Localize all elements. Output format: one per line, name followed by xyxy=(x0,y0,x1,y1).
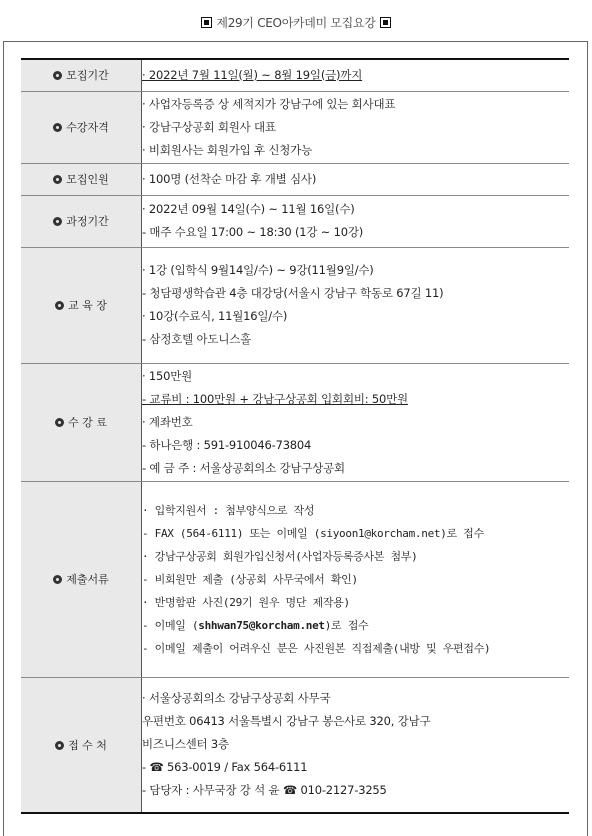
circle-bullet-icon xyxy=(53,71,62,80)
content-line: - FAX (564-6111) 또는 이메일 (siyoon1@korcham.net)로 접수 xyxy=(142,526,484,540)
row-label-text: 모집기간 xyxy=(66,69,109,83)
page-title xyxy=(0,14,592,31)
content-line: - 이메일 제출이 어려우신 분은 사진원본 직접제출(내방 및 우편접수) xyxy=(142,641,491,655)
content-line: · 1강 (입학식 9월14일/수) ~ 9강(11월9일/수) xyxy=(142,263,374,277)
content-line: · 강남구상공회 회원사 대표 xyxy=(142,119,276,134)
square-bullet-icon xyxy=(380,17,391,28)
circle-bullet-icon xyxy=(53,175,62,184)
row-content xyxy=(142,247,570,363)
row-content xyxy=(142,363,570,481)
content-text: - 이메일 ( xyxy=(142,618,199,632)
content-line xyxy=(142,614,569,637)
row-label xyxy=(21,59,142,91)
content-line: · 서울상공회의소 강남구상공회 사무국 xyxy=(142,691,331,706)
row-content xyxy=(142,59,570,91)
row-label xyxy=(21,91,142,163)
row-label xyxy=(21,163,142,195)
info-row xyxy=(21,363,569,481)
content-line: · 2022년 09월 14일(수) ~ 11월 16일(수) xyxy=(142,202,355,216)
content-line: - 예 금 주 : 서울상공회의소 강남구상공회 xyxy=(142,460,345,475)
email-address: shhwan75@korcham.net xyxy=(198,618,325,632)
content-line: · 10강(수료식, 11월16일/수) xyxy=(142,309,288,323)
content-line: · 강남구상공회 회원가입신청서(사업자등록증사본 첨부) xyxy=(142,549,418,563)
row-label xyxy=(21,677,142,813)
row-label xyxy=(21,363,142,481)
content-text: )로 접수 xyxy=(324,618,369,632)
content-line: · 2022년 7월 11일(월) ~ 8월 19일(금)까지 xyxy=(142,67,363,82)
content-line: · 입학지원서 : 첨부양식으로 작성 xyxy=(142,503,315,517)
row-label-text: 모집인원 xyxy=(66,173,109,186)
row-label-text: 교 육 장 xyxy=(68,299,107,312)
row-label-text: 과정기간 xyxy=(66,215,109,228)
row-label-text: 수 강 료 xyxy=(68,416,107,429)
content-line: · 100명 (선착순 마감 후 개별 심사) xyxy=(142,171,317,186)
circle-bullet-icon xyxy=(53,217,62,226)
row-label xyxy=(21,247,142,363)
content-line: 우편번호 06413 서울특별시 강남구 봉은사로 320, 강남구 xyxy=(142,714,431,729)
content-line: · 비회원사는 회원가입 후 신청가능 xyxy=(142,142,313,157)
circle-bullet-icon xyxy=(55,301,64,310)
content-line: · 반명함판 사진(29기 원우 명단 제작용) xyxy=(142,595,350,609)
row-label xyxy=(21,195,142,247)
row-content xyxy=(142,163,570,195)
circle-bullet-icon xyxy=(53,575,62,584)
recruitment-info-table xyxy=(21,58,569,814)
circle-bullet-icon xyxy=(55,741,64,750)
content-line: - 담당자 : 사무국장 강 석 윤 ☎ 010-2127-3255 xyxy=(142,783,387,798)
circle-bullet-icon xyxy=(55,418,64,427)
content-line: · 150만원 xyxy=(142,368,193,383)
row-label-text: 수강자격 xyxy=(66,121,109,134)
row-label-text: 제출서류 xyxy=(66,573,109,586)
content-line: - ☎ 563-0019 / Fax 564-6111 xyxy=(142,760,308,775)
content-line: - 비회원만 제출 (상공회 사무국에서 확인) xyxy=(142,572,358,586)
row-content xyxy=(142,195,570,247)
content-line: · 계좌번호 xyxy=(142,414,193,429)
info-row xyxy=(21,59,569,91)
info-row xyxy=(21,677,569,813)
row-content xyxy=(142,91,570,163)
content-line: - 삼정호텔 아도니스홀 xyxy=(142,332,252,346)
info-row xyxy=(21,247,569,363)
info-row xyxy=(21,195,569,247)
row-label-text: 접 수 처 xyxy=(68,738,107,752)
content-line: 비즈니스센터 3층 xyxy=(142,737,229,752)
content-line: - 하나은행 : 591-910046-73804 xyxy=(142,437,312,452)
square-bullet-icon xyxy=(201,17,212,28)
row-content xyxy=(142,481,570,677)
content-line: - 청담평생학습관 4층 대강당(서울시 강남구 학동로 67길 11) xyxy=(142,286,444,300)
circle-bullet-icon xyxy=(53,123,62,132)
row-content xyxy=(142,677,570,813)
info-row xyxy=(21,163,569,195)
content-line: - 매주 수요일 17:00 ~ 18:30 (1강 ~ 10강) xyxy=(142,225,364,239)
page-title-text: 제29기 CEO아카데미 모집요강 xyxy=(216,16,376,30)
info-row xyxy=(21,91,569,163)
content-line: - 교류비 : 100만원 + 강남구상공회 입회회비: 50만원 xyxy=(142,391,408,406)
row-label xyxy=(21,481,142,677)
info-row xyxy=(21,481,569,677)
content-line: · 사업자등록증 상 세적지가 강남구에 있는 회사대표 xyxy=(142,96,396,111)
